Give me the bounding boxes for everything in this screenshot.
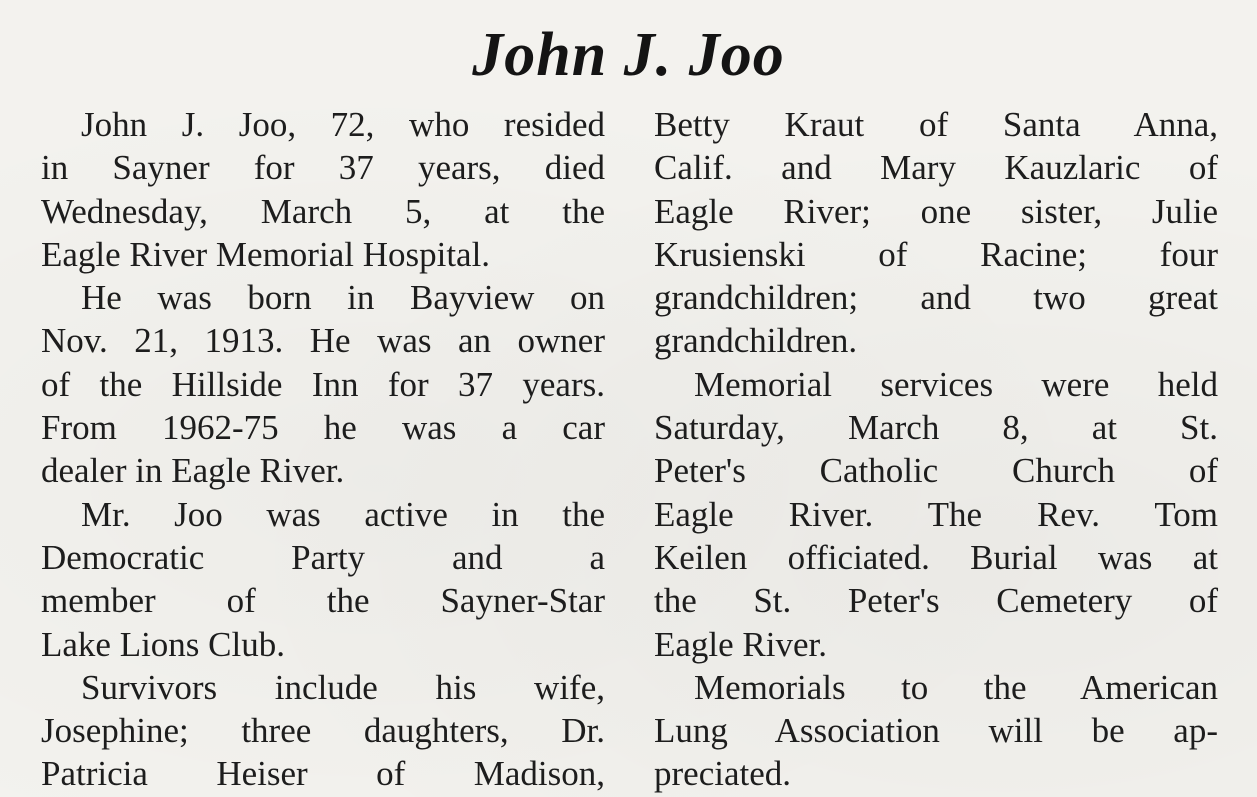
text-line: He was born in Bayview on bbox=[81, 278, 605, 318]
text-line: preciated. bbox=[654, 754, 791, 794]
text-line: dealer in Eagle River. bbox=[41, 451, 345, 491]
text-line: Democratic Party and a bbox=[41, 537, 605, 577]
text-line: Saturday, March 8, at St. bbox=[654, 408, 1218, 448]
text-line: Eagle River Memorial Hospital. bbox=[41, 234, 491, 274]
text-line: Survivors include his wife, bbox=[81, 667, 605, 707]
text-line: Eagle River. The Rev. Tom bbox=[654, 494, 1218, 534]
text-line: From 1962-75 he was a car bbox=[41, 408, 605, 448]
text-line: in Sayner for 37 years, died bbox=[41, 148, 605, 188]
text-line: Patricia Heiser of Madison, bbox=[41, 754, 605, 794]
text-line: John J. Joo, 72, who resided bbox=[81, 105, 605, 144]
text-line: Keilen officiated. Burial was at bbox=[654, 537, 1218, 577]
text-line: Nov. 21, 1913. He was an owner bbox=[41, 321, 605, 361]
text-line: Eagle River; one sister, Julie bbox=[654, 191, 1218, 231]
text-line: grandchildren. bbox=[654, 321, 858, 361]
text-line: Eagle River. bbox=[654, 624, 828, 664]
text-line: Krusienski of Racine; four bbox=[654, 234, 1218, 274]
left-text-column bbox=[41, 103, 605, 796]
right-text-column bbox=[654, 103, 1218, 796]
text-line: Mr. Joo was active in the bbox=[81, 494, 605, 534]
text-line: the St. Peter's Cemetery of bbox=[654, 581, 1218, 621]
text-line: Lung Association will be ap- bbox=[654, 711, 1218, 751]
text-line: Calif. and Mary Kauzlaric of bbox=[654, 148, 1218, 188]
text-line: Peter's Catholic Church of bbox=[654, 451, 1218, 491]
text-line: Wednesday, March 5, at the bbox=[41, 191, 605, 231]
obituary-headline: John J. Joo bbox=[472, 21, 785, 89]
text-line: Josephine; three daughters, Dr. bbox=[41, 711, 605, 751]
text-line: Betty Kraut of Santa Anna, bbox=[654, 105, 1218, 144]
text-line: Lake Lions Club. bbox=[41, 624, 285, 664]
text-line: Memorials to the American bbox=[694, 667, 1218, 707]
text-line: member of the Sayner-Star bbox=[41, 581, 605, 621]
text-line: Memorial services were held bbox=[694, 364, 1218, 404]
text-line: of the Hillside Inn for 37 years. bbox=[41, 364, 605, 404]
text-line: grandchildren; and two great bbox=[654, 278, 1218, 318]
